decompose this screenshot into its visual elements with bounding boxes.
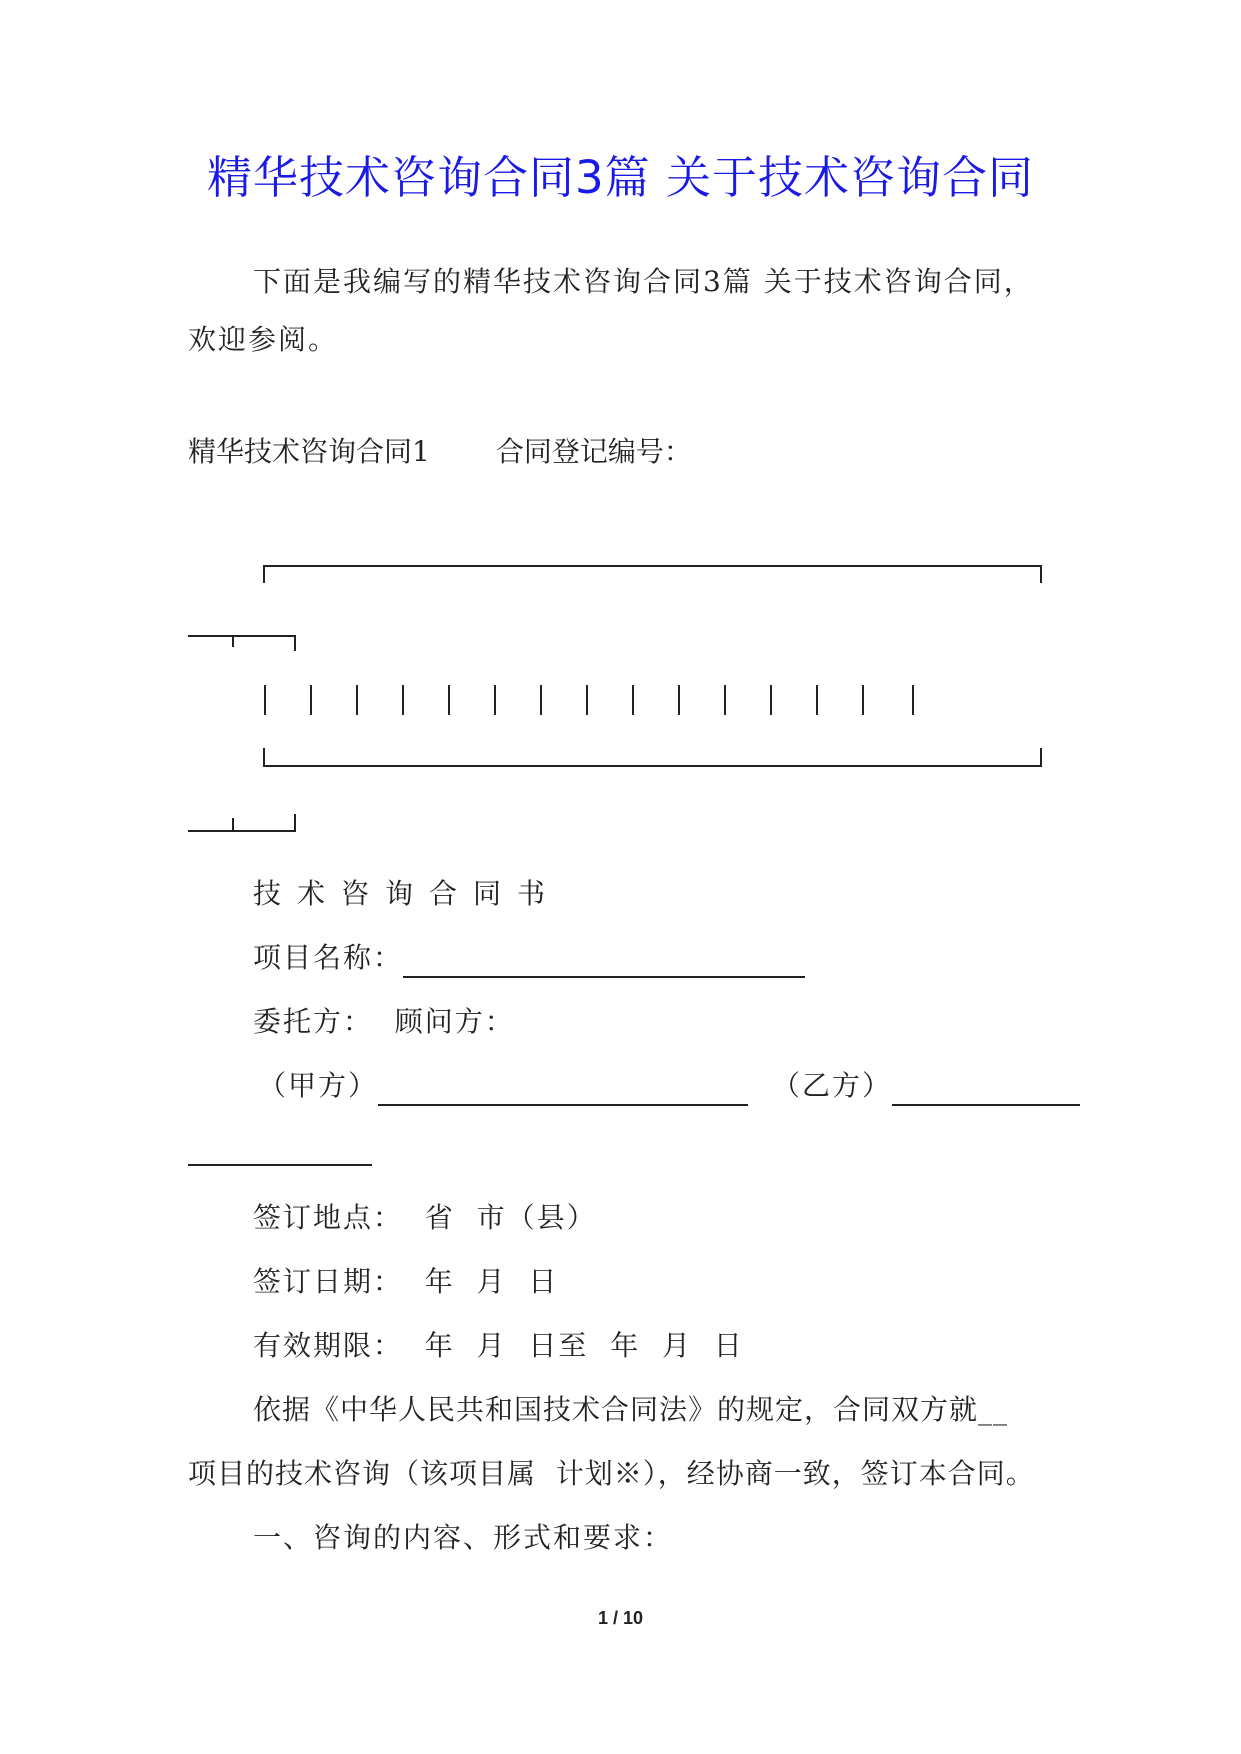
grid-bottom-tick xyxy=(232,818,234,830)
grid-bottom-border-cont xyxy=(188,830,296,832)
cell-separator xyxy=(770,685,772,715)
signing-place: 签订地点： 省 市（县） xyxy=(253,1201,597,1234)
party-b-label: （乙方） xyxy=(772,1069,893,1102)
cell-separator xyxy=(356,685,358,715)
cell-separator xyxy=(816,685,818,715)
contract-title: 精华技术咨询合同1 xyxy=(188,435,430,468)
project-name-blank xyxy=(403,946,805,978)
cell-separator xyxy=(402,685,404,715)
cell-separator xyxy=(862,685,864,715)
grid-top-corner-left xyxy=(263,565,265,583)
registration-label: 合同登记编号： xyxy=(495,435,692,468)
contract-heading xyxy=(188,432,692,472)
party-a-blank xyxy=(378,1074,748,1106)
cell-separator xyxy=(448,685,450,715)
intro-line-2: 欢迎参阅。 xyxy=(188,323,339,356)
cell-separator xyxy=(632,685,634,715)
cell-separator xyxy=(724,685,726,715)
valid-period: 有效期限： 年 月 日至 年 月 日 xyxy=(253,1329,744,1362)
party-row xyxy=(258,1066,1080,1106)
grid-top-border-cont xyxy=(188,635,296,637)
party-a-label: （甲方） xyxy=(258,1069,379,1102)
project-name-label: 项目名称： xyxy=(253,941,404,974)
contract-doc-title: 技术咨询合同书 xyxy=(253,877,562,910)
cell-separator xyxy=(494,685,496,715)
basis-line-2: 项目的技术咨询（该项目属 计划※），经协商一致，签订本合同。 xyxy=(188,1457,1035,1490)
project-name-row xyxy=(253,938,805,978)
cell-separator xyxy=(264,685,266,715)
document-title: 精华技术咨询合同3篇 关于技术咨询合同 xyxy=(207,151,1034,204)
parties-label: 委托方： 顾问方： xyxy=(253,1005,515,1038)
party-b-blank-cont xyxy=(188,1164,372,1166)
cell-separator xyxy=(586,685,588,715)
grid-top-corner-right xyxy=(1040,565,1042,583)
party-b-blank xyxy=(892,1074,1080,1106)
cell-separator xyxy=(310,685,312,715)
page-number: 1 / 10 xyxy=(597,1608,644,1628)
basis-line-1: 依据《中华人民共和国技术合同法》的规定，合同双方就__ xyxy=(253,1393,1009,1426)
intro-line-1: 下面是我编写的精华技术咨询合同3篇 关于技术咨询合同， xyxy=(253,265,1034,298)
grid-bottom-corner-right xyxy=(1040,748,1042,766)
grid-top-border xyxy=(263,565,1042,567)
cell-separator xyxy=(912,685,914,715)
grid-top-tick xyxy=(232,635,234,647)
grid-top-corner-end xyxy=(294,635,296,651)
signing-date: 签订日期： 年 月 日 xyxy=(253,1265,559,1298)
grid-bottom-border xyxy=(263,765,1042,767)
grid-bottom-corner-left xyxy=(263,748,265,766)
cell-separator xyxy=(540,685,542,715)
cell-separator xyxy=(678,685,680,715)
grid-bottom-corner-end xyxy=(294,814,296,830)
section-1-heading: 一、咨询的内容、形式和要求： xyxy=(253,1521,674,1554)
